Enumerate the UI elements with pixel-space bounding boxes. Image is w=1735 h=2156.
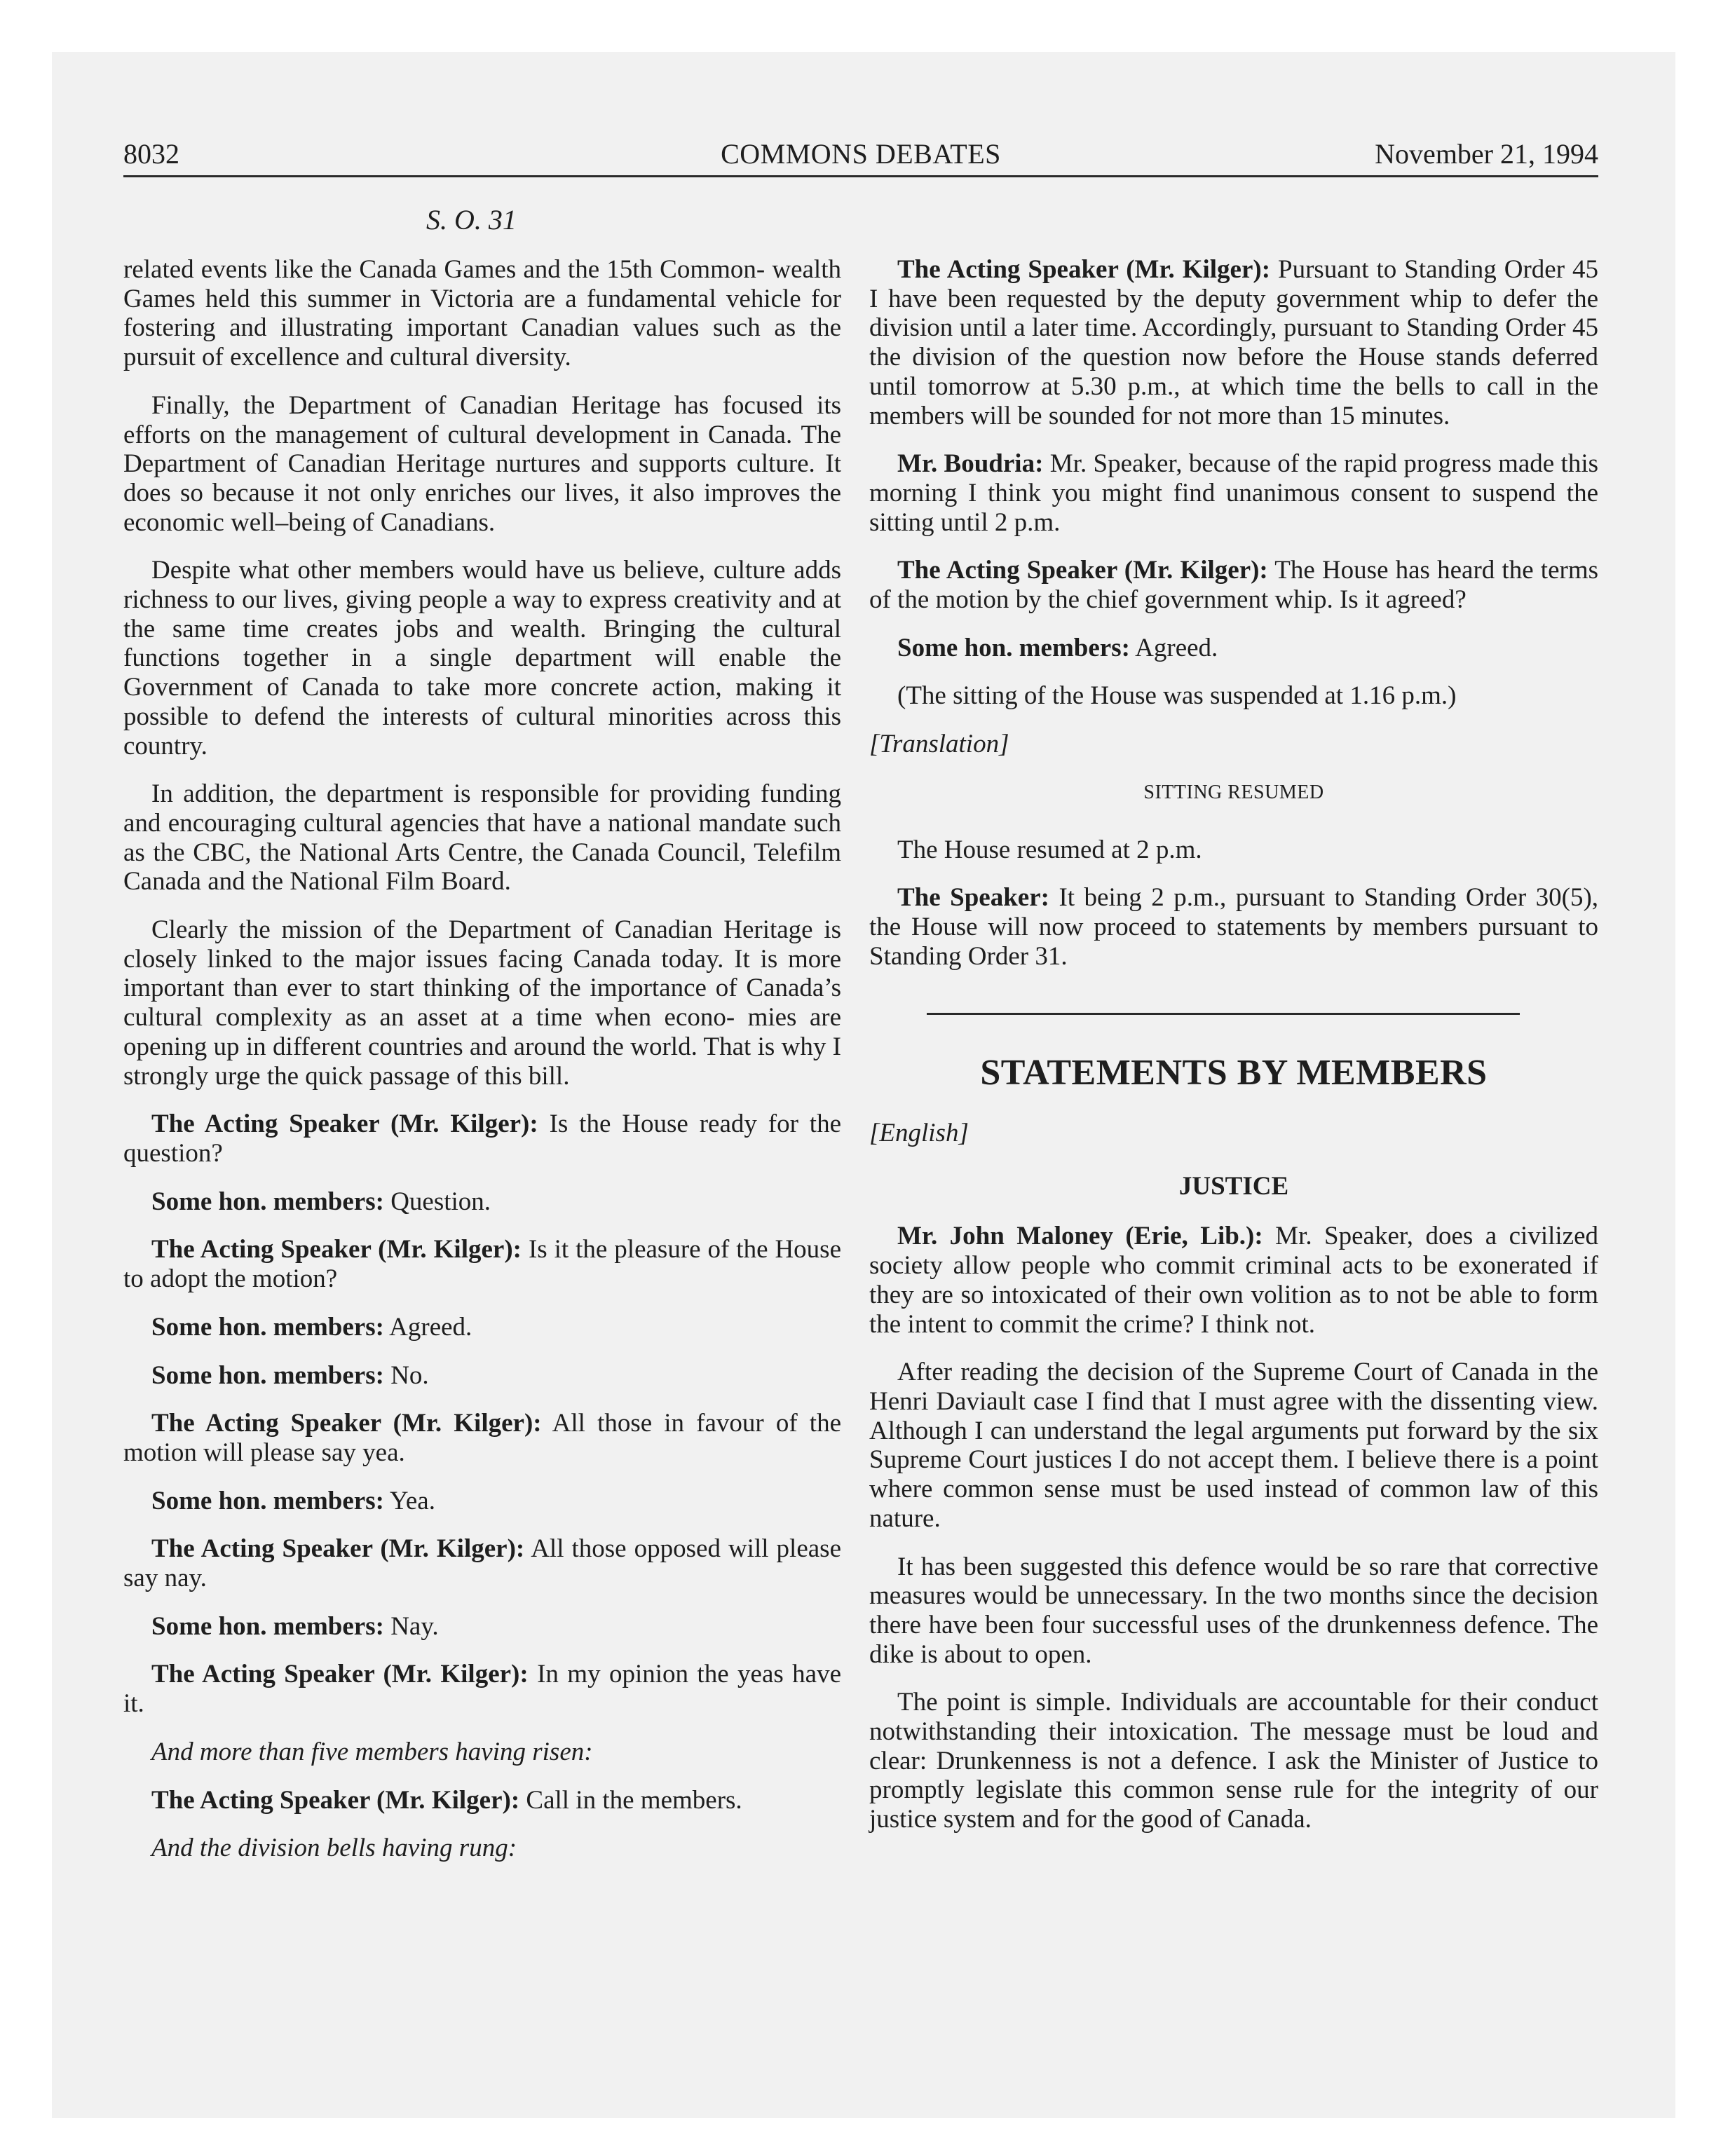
speaker-name: Some hon. members: — [151, 1360, 384, 1390]
speech — [123, 1534, 841, 1592]
paragraph: Finally, the Department of Canadian Heritage has focused its efforts on the management of cultural development in Canada. The Department of Canadian Heritage nurtures and supports culture. It does so because it not only enriches our lives, it also improves the economic well–being of Canadians. — [123, 390, 841, 537]
paragraph: In addition, the department is responsible for providing funding and encouraging cultural agencies that have a national mandate such as the CBC, the National Arts Centre, the Canada Council, Telefilm Canada and the National Film Board. — [123, 779, 841, 896]
speech — [123, 1409, 841, 1467]
speaker-name: Some hon. members: — [151, 1187, 384, 1216]
speaker-name: Mr. John Maloney (Erie, Lib.): — [897, 1222, 1263, 1251]
speech — [869, 449, 1598, 537]
speaker-name: Some hon. members: — [151, 1486, 384, 1515]
procedural-note: (The sitting of the House was suspended at 1.16 p.m.) — [897, 681, 1457, 711]
section-rule — [927, 1013, 1520, 1015]
standing-order-label: S. O. 31 — [426, 204, 517, 236]
paragraph: related events like the Canada Games and the 15th Common- wealth Games held this summer in Victoria are a fundamental vehicle for fostering and illustrating important Canadian values such as the pursuit of excellence and cultural diversity. — [123, 255, 841, 372]
speech-text: Nay. — [390, 1611, 439, 1641]
left-column — [123, 255, 841, 1882]
publication-date: November 21, 1994 — [1375, 138, 1598, 170]
speech-text: Pursuant to Standing Order 45 I have been requested by the deputy government whip to defer the division until a later time. Accordingly, pursuant to Standing Order 45 the division of the question now before the House stands deferred until tomorrow at 5.30 p.m., at which time the bells to call in the members will be sounded for not more than 15 minutes. — [869, 255, 1599, 430]
speech — [123, 1235, 841, 1293]
speech-text: Agreed. — [389, 1312, 472, 1342]
right-column — [869, 255, 1598, 1853]
speech — [123, 1786, 841, 1815]
speaker-name: The Acting Speaker (Mr. Kilger): — [151, 1785, 520, 1815]
sitting-resumed-heading: SITTING RESUMED — [1143, 781, 1324, 803]
speech-text: In my opinion the yeas have it. — [123, 1660, 841, 1719]
speech-text: Yea. — [389, 1486, 435, 1515]
speech-text: All those in favour of the motion will please say yea. — [123, 1409, 841, 1467]
procedural-note: And the division bells having rung: — [151, 1834, 517, 1863]
paragraph: It has been suggested this defence would be so rare that corrective measures would be unnecessary. In the two months since the decision there have been four successful uses of the drunkenness defence. The dike is about to open. — [869, 1552, 1598, 1669]
speaker-name: The Acting Speaker (Mr. Kilger): — [151, 1534, 525, 1564]
speech — [869, 634, 1598, 663]
speech — [123, 1313, 841, 1342]
header-rule — [123, 175, 1598, 177]
speaker-name: The Acting Speaker (Mr. Kilger): — [151, 1235, 522, 1264]
speech — [123, 1487, 841, 1516]
speech — [123, 1660, 841, 1718]
speech — [123, 1110, 841, 1168]
procedural-note: And more than five members having risen: — [151, 1737, 593, 1766]
speaker-name: The Acting Speaker (Mr. Kilger): — [151, 1409, 542, 1438]
speaker-name: Some hon. members: — [151, 1611, 384, 1641]
speech — [123, 1187, 841, 1217]
speech-text: No. — [390, 1360, 429, 1390]
language-tag: [English] — [869, 1119, 969, 1148]
speech-text: All those opposed will please say nay. — [123, 1534, 841, 1593]
paragraph: After reading the decision of the Supreme Court of Canada in the Henri Daviault case I find that I must agree with the dissenting view. Although I can understand the legal arguments put forward by the six Supreme Court justices I do not accept them. I believe there is a point where common sense must be used instead of common law of this nature. — [869, 1358, 1598, 1533]
language-tag: [Translation] — [869, 730, 1009, 759]
speech — [869, 883, 1598, 971]
speaker-name: The Acting Speaker (Mr. Kilger): — [151, 1110, 538, 1139]
speaker-name: Mr. Boudria: — [897, 449, 1044, 479]
speech — [869, 556, 1598, 614]
speech-text: The House has heard the terms of the motion by the chief government whip. Is it agreed? — [869, 556, 1598, 615]
speaker-name: The Acting Speaker (Mr. Kilger): — [151, 1660, 529, 1689]
speaker-name: Some hon. members: — [897, 633, 1130, 662]
speech — [869, 255, 1598, 430]
subsection-title: JUSTICE — [1178, 1171, 1289, 1201]
page-header — [123, 137, 1598, 177]
speech-text: Agreed. — [1135, 633, 1218, 662]
speaker-name: The Acting Speaker (Mr. Kilger): — [897, 255, 1271, 284]
paragraph: Despite what other members would have us believe, culture adds richness to our lives, giving people a way to express creativity and at the same time creates jobs and wealth. Bringing the cultural functions together in a single department will enable the Government of Canada to take more concrete action, making it possible to defend the interests of cultural minorities across this country. — [123, 556, 841, 760]
page-number: 8032 — [123, 138, 179, 170]
speech-text: It being 2 p.m., pursuant to Standing Order 30(5), the House will now proceed to statements by members pursuant to Standing Order 31. — [869, 883, 1599, 971]
paragraph: The point is simple. Individuals are accountable for their conduct notwithstanding their intoxication. The message must be loud and clear: Drunkenness is not a defence. I ask the Minister of Justice to promptly legislate this common sense rule for the integrity of our justice system and for the good of Canada. — [869, 1688, 1598, 1834]
speech — [123, 1361, 841, 1391]
speaker-name: The Acting Speaker (Mr. Kilger): — [897, 556, 1268, 585]
section-title: STATEMENTS BY MEMBERS — [980, 1053, 1488, 1093]
speech-text: Mr. Speaker, does a civilized society allow people who commit criminal acts to be exonerated if they are so intoxicated of their own volition as to not be able to form the intent to commit the crime? I think not. — [869, 1222, 1599, 1339]
speech-text: Is it the pleasure of the House to adopt the motion? — [123, 1235, 841, 1294]
publication-title: COMMONS DEBATES — [721, 138, 1001, 170]
speech-text: Call in the members. — [526, 1785, 742, 1815]
speaker-name: The Speaker: — [897, 883, 1049, 913]
speech-text: Mr. Speaker, because of the rapid progress made this morning I think you might find unanimous consent to suspend the sitting until 2 p.m. — [869, 449, 1598, 537]
speaker-name: Some hon. members: — [151, 1312, 384, 1342]
speech-text: Question. — [390, 1187, 491, 1216]
paragraph: Clearly the mission of the Department of Canadian Heritage is closely linked to the major issues facing Canada today. It is more important than ever to start thinking of the importance of Canada’s cultural complexity as an asset at a time when econo- mies are opening up in different countries and around the world. That is why I strongly urge the quick passage of this bill. — [123, 915, 841, 1091]
speech — [869, 1222, 1598, 1339]
paragraph: The House resumed at 2 p.m. — [897, 835, 1202, 864]
speech — [123, 1612, 841, 1642]
speech-text: Is the House ready for the question? — [123, 1110, 841, 1168]
